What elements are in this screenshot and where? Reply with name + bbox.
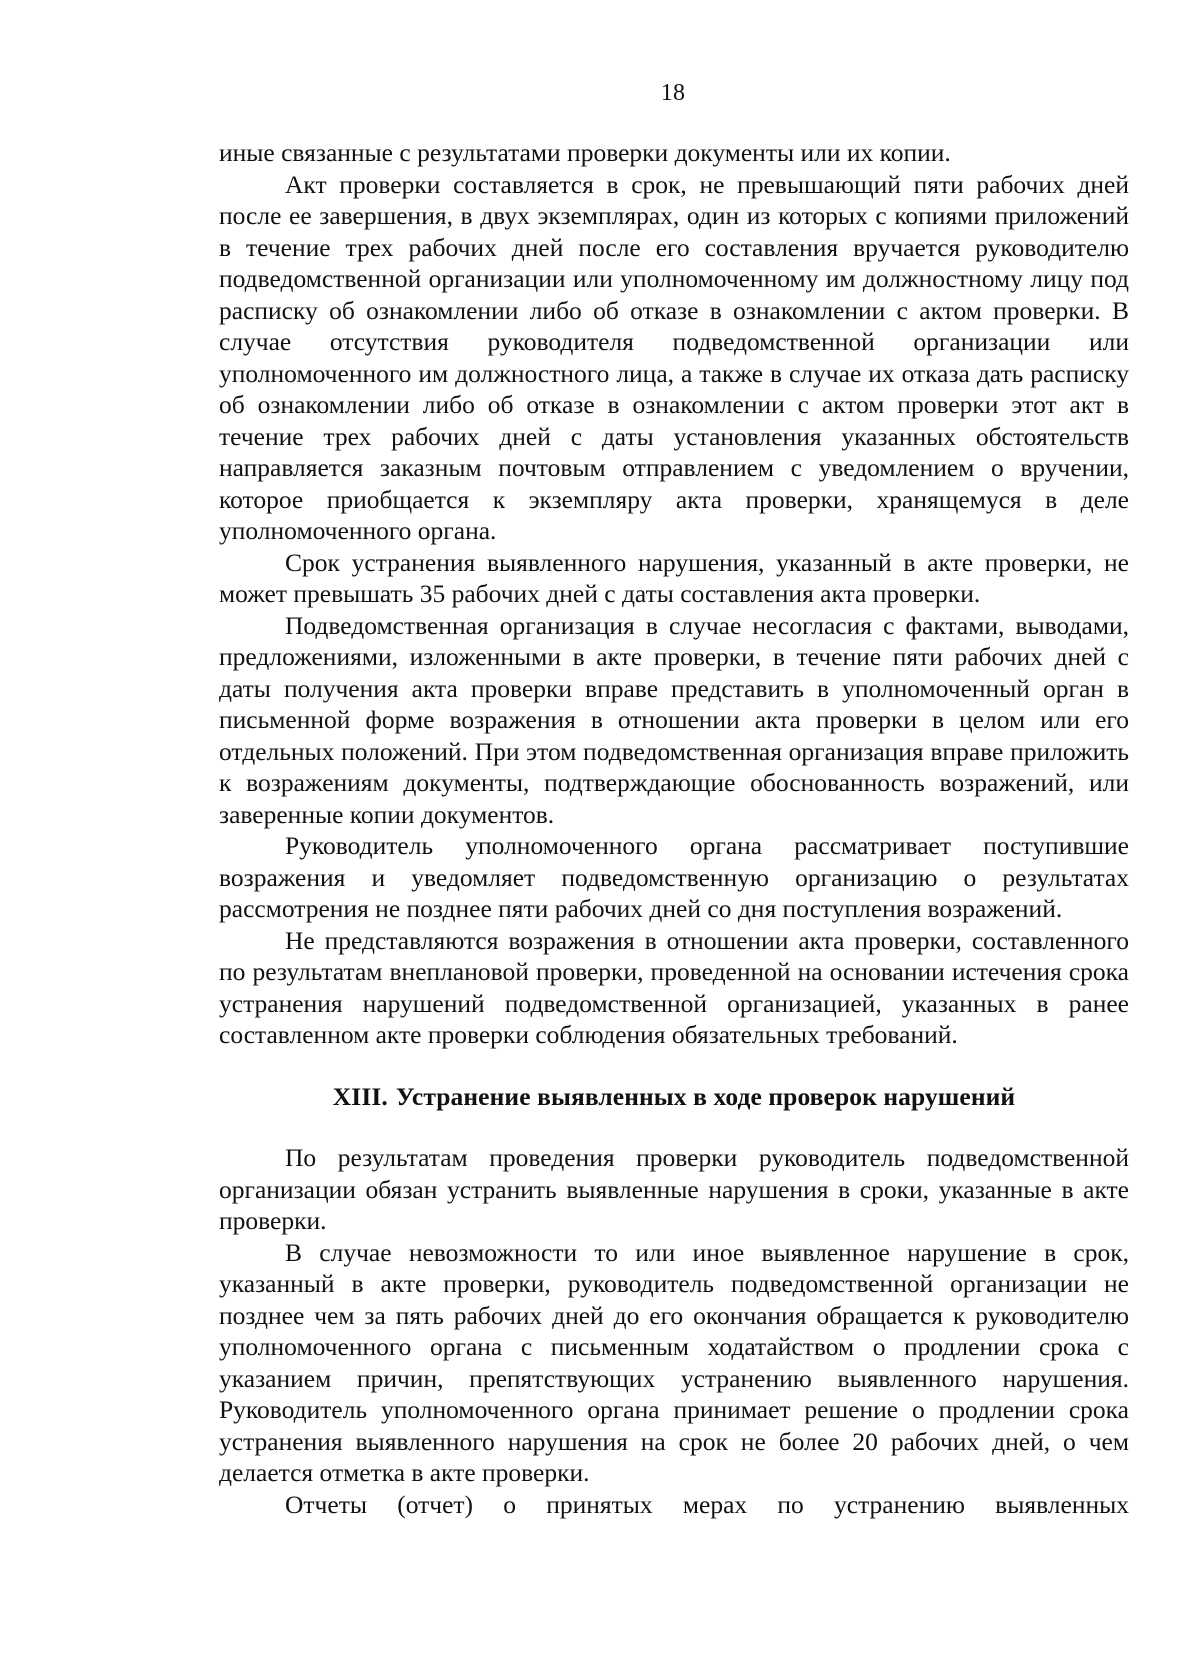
- paragraph-objections: Подведомственная организация в случае несогласия с фактами, выводами, предложениями, изложенными в акте проверки, в течение пяти рабочих дней с даты получения акта проверки вправе представить в уполномоченный орган в письменной форме возражения в отношении акта проверки в целом или его отдельных положений. При этом подведомственная организация вправе приложить к возражениям документы, подтверждающие обоснованность возражений, или заверенные копии документов.: [219, 610, 1129, 829]
- paragraph-objections-review: Руководитель уполномоченного органа рассматривает поступившие возражения и уведомляет подведомственную организацию о результатах рассмотрения не позднее пяти рабочих дней со дня поступления возражений.: [219, 831, 1129, 923]
- page-number: 18: [660, 80, 686, 106]
- paragraph-remediation-duty: По результатам проведения проверки руководитель подведомственной организации обязан устранить выявленные нарушения в сроки, указанные в акте проверки.: [219, 1143, 1129, 1235]
- section-number: XIII.: [332, 1081, 388, 1111]
- section-title: Устранение выявленных в ходе проверок нарушений: [395, 1081, 1016, 1111]
- paragraph-violation-deadline: Срок устранения выявленного нарушения, указанный в акте проверки, не может превышать 35 рабочих дней с даты составления акта проверки.: [219, 547, 1129, 608]
- paragraph-extension-request: В случае невозможности то или иное выявленное нарушение в срок, указанный в акте проверки, руководитель подведомственной организации не позднее чем за пять рабочих дней до его окончания обращается к руководителю уполномоченного органа с письменным ходатайством о продлении срока с указанием причин, препятствующих устранению выявленного нарушения. Руководитель уполномоченного органа принимает решение о продлении срока устранения выявленного нарушения на срок не более 20 рабочих дней, о чем делается отметка в акте проверки.: [219, 1237, 1129, 1487]
- paragraph-inspection-act: Акт проверки составляется в срок, не превышающий пяти рабочих дней после ее завершения, в двух экземплярах, один из которых с копиями приложений в течение трех рабочих дней после его составления вручается руководителю подведомственной организации или уполномоченному им должностному лицу под расписку об ознакомлении либо об отказе в ознакомлении с актом проверки. В случае отсутствия руководителя подведомственной организации или уполномоченного им должностного лица, а также в случае их отказа дать расписку об ознакомлении либо об отказе в ознакомлении с актом проверки этот акт в течение трех рабочих дней с даты установления указанных обстоятельств направляется заказным почтовым отправлением с уведомлением о вручении, которое приобщается к экземпляру акта проверки, хранящемуся в деле уполномоченного органа.: [219, 169, 1129, 545]
- section-heading: [219, 1081, 1129, 1113]
- paragraph-no-objections: Не представляются возражения в отношении акта проверки, составленного по результатам внеплановой проверки, проведенной на основании истечения срока устранения нарушений подведомственной организацией, указанных в ранее составленном акте проверки соблюдения обязательных требований.: [219, 925, 1129, 1049]
- paragraph-continuation: иные связанные с результатами проверки документы или их копии.: [219, 138, 951, 167]
- paragraph-reports-start: Отчеты (отчет) о принятых мерах по устранению выявленных: [285, 1489, 1129, 1519]
- document-body: [219, 137, 1129, 1520]
